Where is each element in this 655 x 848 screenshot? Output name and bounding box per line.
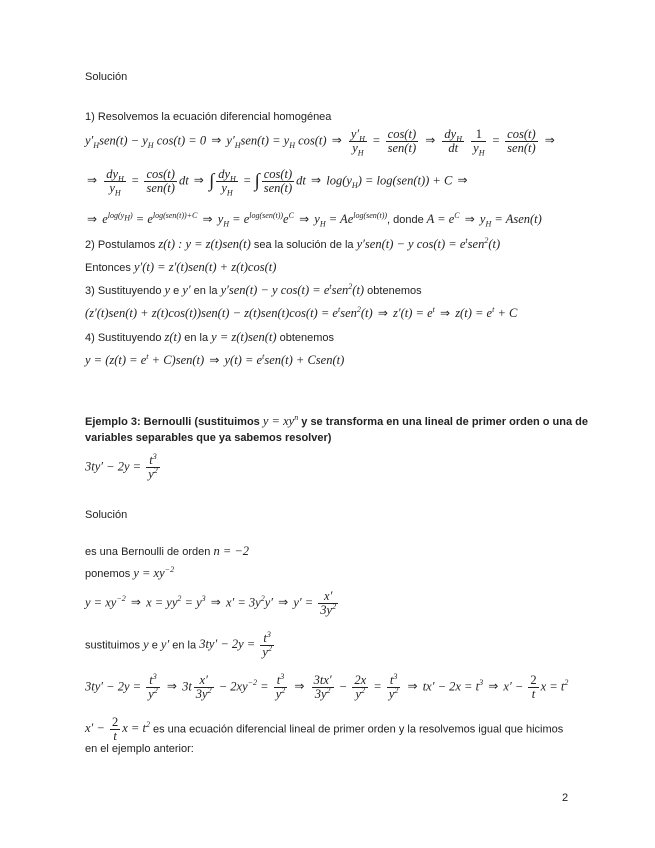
final-text-a: es una ecuación diferencial lineal de primer orden y la resolvemos igual que hicimos — [153, 723, 564, 736]
donde-text: , donde — [387, 214, 424, 226]
long-equation: 3ty′ − 2y = $\frac{t^3}{y^2}$ ⇒ 3t $\frac{x'}{3y^2}$ − $2xy^{-2}$ = $\frac{t^3}{y^2}$ ⇒ $\frac{3tx'}{3y^2}$ − $\frac{2x}{y^2}$ = $\frac{t^3}{y^2}$ ⇒ $tx' - 2x = t^3$ ⇒ x′ − $\frac{2}{t}$ $x = t^2$ — [85, 671, 569, 701]
example3-equation: 3ty′ − 2y = $\frac{t^3}{y^2}$ — [85, 451, 158, 481]
entonces-label: Entonces — [85, 262, 131, 274]
final-line-1: x′ − $\frac{2}{t}$ $x = t^2$ es una ecuación diferencial lineal de primer orden y la resolvemos igual que hicimos — [85, 715, 564, 743]
example3-title-line1: Ejemplo 3: Bernoulli (sustituimos $y = xy^n$ y se transforma en una lineal de primer orden o una de — [85, 412, 588, 428]
step1-title: 1) Resolvemos la ecuación diferencial homogénea — [85, 111, 332, 123]
sustituimos-c: en la — [172, 639, 197, 652]
step2-prefix: 2) Postulamos — [85, 239, 156, 251]
step2-mid: sea la solución de la — [253, 239, 354, 251]
equation-line-step3: $(z'(t)sen(t) + z(t)\cos(t))sen(t) - z(t)sen(t)\cos(t) = e^tsen^2(t)$ ⇒ $z'(t) = e^t$ ⇒ $z(t) = e^t + C$ — [85, 304, 518, 320]
step4-prefix: 4) Sustituyendo — [85, 332, 162, 344]
example3-title-line2: variables separables que ya sabemos resolver) — [85, 432, 332, 444]
sustituimos-line: sustituimos y e y′ en la 3ty′ − 2y = $\frac{t^3}{y^2}$ — [85, 629, 272, 659]
final-line-2: en el ejemplo anterior: — [85, 743, 194, 755]
step3-suffix: obtenemos — [367, 285, 422, 297]
step4-line: 4) Sustituyendo z(t) en la y = z(t)sen(t) obtenemos — [85, 330, 335, 344]
sustituimos-b: e — [151, 639, 158, 652]
entonces-line: Entonces y′(t) = z′(t)sen(t) + z(t)cos(t) — [85, 260, 277, 274]
equation-line-3: ⇒ $e^{log(y_H)} = e^{log(sen(t))+C}$ ⇒ $y_H = e^{log(sen(t))}e^C$ ⇒ $y_H = Ae^{log(sen(t))}$, donde $A = e^C$ ⇒ $y_H$ = Asen(t) — [87, 210, 542, 229]
example3-title-b: y se transforma en una lineal de primer orden o una de — [301, 416, 588, 428]
bernoulli-text: es una Bernoulli de orden — [85, 546, 211, 558]
equation-line-1: $y'_Hsen(t) - y_H$ cos(t) = 0 ⇒ $y'_Hsen(t) = y_H$ cos(t) ⇒ $\frac{y'_H}{y_H}$ = cos(t) sen(t) ⇒ $dy_H$ dt $\frac{1}{y_H}$ = cos(t) sen(t) ⇒ — [85, 127, 555, 158]
step3-prefix: 3) Sustituyendo — [85, 285, 162, 297]
step4-suffix: obtenemos — [279, 332, 335, 344]
ponemos-label: ponemos — [85, 568, 131, 580]
page-number: 2 — [562, 792, 569, 804]
step4-in: en la — [184, 332, 209, 344]
example3-title-a: Ejemplo 3: Bernoulli (sustituimos — [85, 416, 260, 428]
step2-line: 2) Postulamos z(t) : y = z(t)sen(t) sea la solución de la y′sen(t) − y $\cos(t) = e^tsen^2(t)$ — [85, 235, 501, 251]
equation-line-step4: $y = (z(t) = e^t + C)sen(t)$ ⇒ $y(t) = e^tsen(t)$ + Csen(t) — [85, 351, 345, 367]
equation-line-2: ⇒ $dy_H$ $y_H$ = cos(t) sen(t) dt ⇒ ∫ $dy_H$ $y_H$ = ∫ cos(t) sen(t) dt ⇒ $\log(y_H) = \log(sen(t)) + C$ ⇒ — [87, 167, 468, 198]
step3-in: en la — [193, 285, 218, 297]
step3-and: e — [173, 285, 180, 297]
solution-heading-2: Solución — [85, 509, 128, 521]
ponemos-line: ponemos $y = xy^{-2}$ — [85, 564, 175, 580]
step3-line: 3) Sustituyendo y e y′ en la y′sen(t) − y $\cos(t) = e^tsen^2(t)$ obtenemos — [85, 281, 422, 297]
substitution-equation: $y = xy^{-2}$ ⇒ $x = yy^2 = y^3$ ⇒ $x' = 3y^2y'$ ⇒ y′ = $\frac{x'}{3y^2}$ — [85, 589, 337, 617]
bernoulli-line: es una Bernoulli de orden n = −2 — [85, 544, 250, 558]
solution-heading-1: Solución — [85, 71, 128, 83]
sustituimos-a: sustituimos — [85, 639, 141, 652]
